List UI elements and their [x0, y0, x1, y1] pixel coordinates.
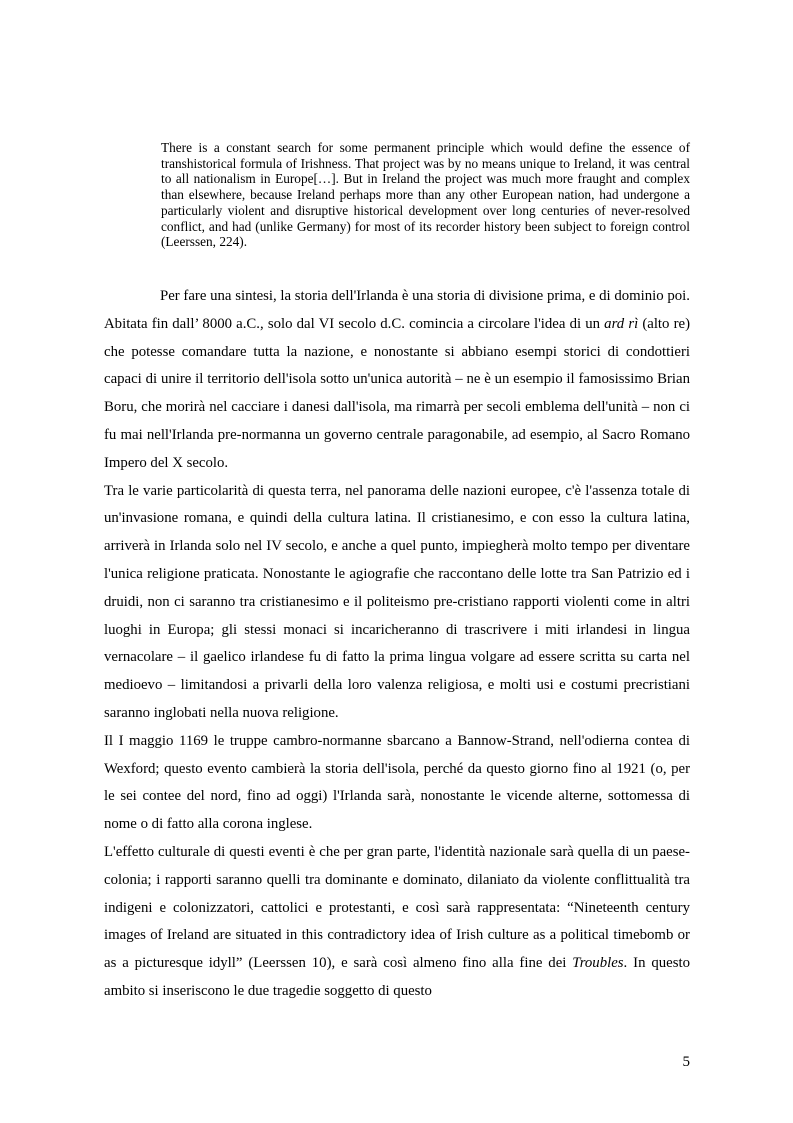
paragraph-2: Tra le varie particolarità di questa terra, nel panorama delle nazioni europee, c'è l'assenza totale di un'invasione romana, e quindi della cultura latina. Il cristianesimo, e con esso la cultura latina, arriverà in Irlanda solo nel IV secolo, e anche a quel punto, impiegherà molto tempo per diventare l'unica religione praticata. Nonostante le agiografie che raccontano delle lotte tra San Patrizio ed i druidi, non ci saranno tra cristianesimo e il politeismo pre-cristiano rapporti violenti come in altri luoghi in Europa; gli stessi monaci si incaricheranno di trascrivere i miti irlandesi in lingua vernacolare – il gaelico irlandese fu di fatto la prima lingua volgare ad essere scritta su carta nel medioevo – limitandosi a privarli della loro valenza religiosa, e molti usi e costumi precristiani saranno inglobati nella nuova religione.: [104, 482, 690, 721]
paragraph-4-text-b: . In questo ambito si inseriscono le due tragedie soggetto di questo: [104, 955, 690, 999]
paragraph-3: Il I maggio 1169 le truppe cambro-normanne sbarcano a Bannow-Strand, nell'odierna contea di Wexford; questo evento cambierà la storia dell'isola, perché da questo giorno fino al 1921 (o, per le sei contee del nord, fino ad oggi) l'Irlanda sarà, nonostante le vicende alterne, sottomessa di nome o di fatto alla corona inglese.: [104, 732, 690, 833]
page-number: 5: [682, 1054, 690, 1070]
paragraph-4: [104, 839, 690, 1006]
body-text: [104, 283, 690, 1006]
paragraph-1-text-a: Per fare una sintesi, la storia dell'Irlanda è una storia di divisione prima, e di dominio poi. Abitata fin dall’ 8000 a.C., solo dal VI secolo d.C. comincia a circolare l'idea di un: [104, 288, 690, 332]
paragraph-1-text-b: (alto re) che potesse comandare tutta la nazione, e nonostante si abbiano esempi storici di condottieri capaci di unire il territorio dell'isola sotto un'unica autorità – ne è un esempio il famosissimo Brian Boru, che morirà nel cacciare i danesi dall'isola, ma rimarrà per secoli emblema dell'unità – non ci fu mai nell'Irlanda pre-normanna un governo centrale paragonabile, ad esempio, al Sacro Romano Impero del X secolo.: [104, 315, 691, 471]
paragraph-1-italic-term: ard rì: [604, 315, 639, 332]
paragraph-1: [104, 283, 690, 478]
paragraph-4-italic-term: Troubles: [572, 955, 624, 972]
paragraph-4-text-a: L'effetto culturale di questi eventi è che per gran parte, l'identità nazionale sarà quella di un paese-colonia; i rapporti saranno quelli tra dominante e dominato, dilaniato da violente conflittualità tra indigeni e colonizzatori, cattolici e protestanti, e così sarà rappresentata: “Nineteenth century images of Ireland are situated in this contradictory idea of Irish culture as a political timebomb or as a picturesque idyll” (Leerssen 10), e sarà così almeno fino alla fine dei: [104, 843, 690, 972]
block-quote: There is a constant search for some permanent principle which would define the essence of transhistorical formula of Irishness. That project was by no means unique to Ireland, it was central to all nationalism in Europe[…]. But in Ireland the project was much more fraught and complex than elsewhere, because Ireland perhaps more than any other European nation, had undergone a particularly violent and disruptive historical development over long centuries of never-resolved conflict, and had (unlike Germany) for most of its recorder history been subject to foreign control (Leerssen, 224).: [161, 140, 690, 250]
